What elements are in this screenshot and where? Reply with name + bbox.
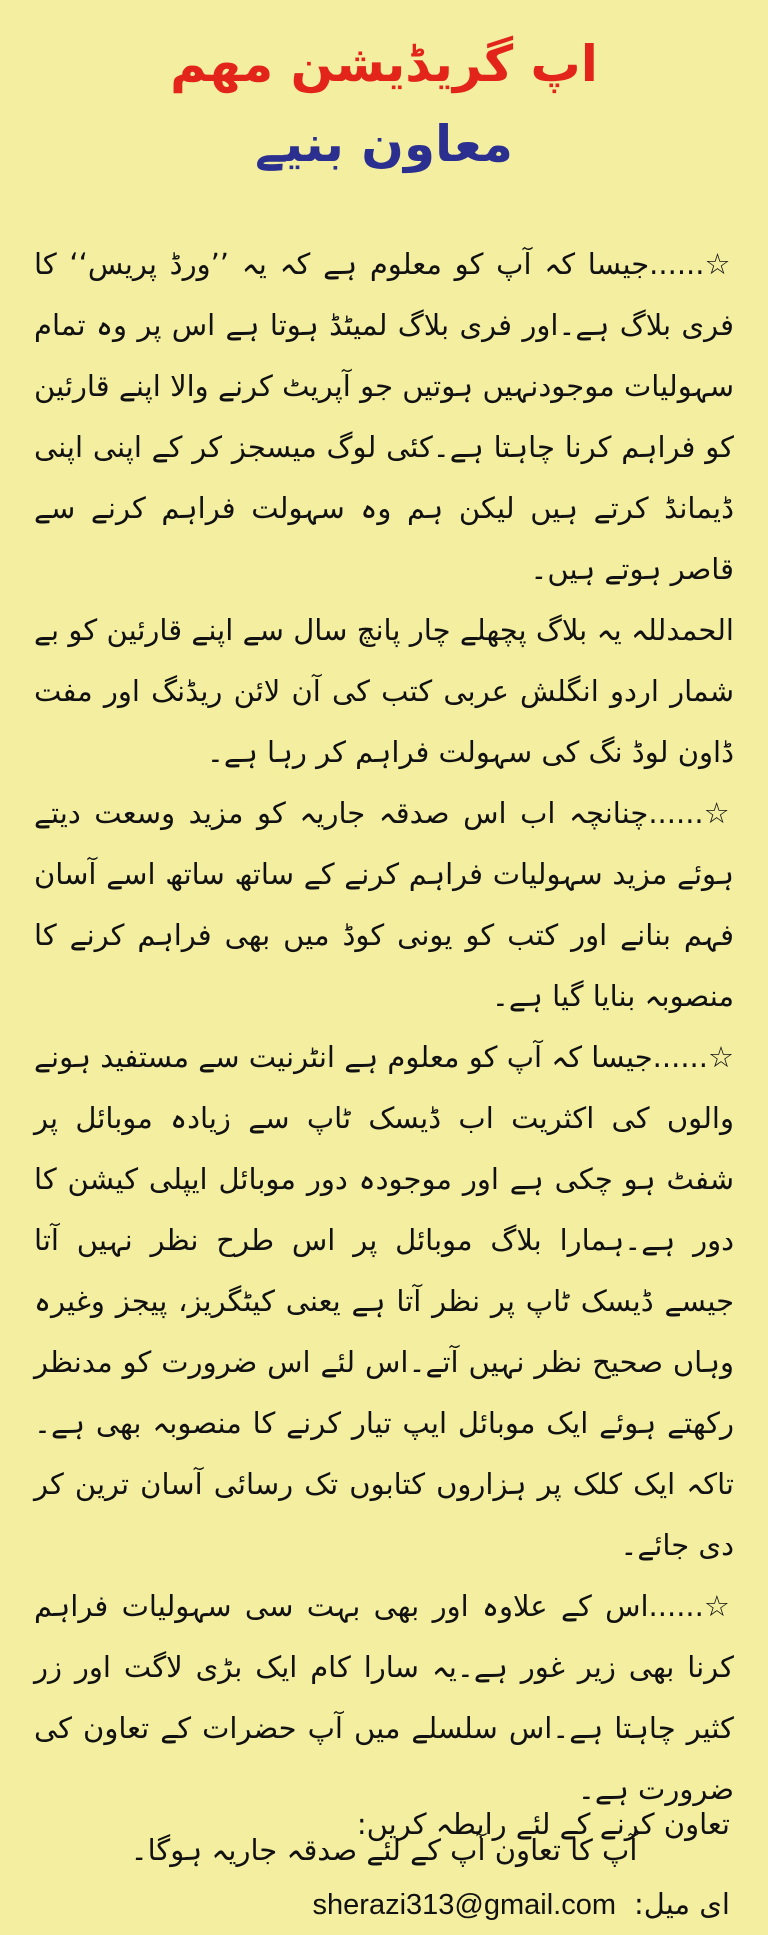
email-label: ای میل: bbox=[634, 1887, 730, 1921]
appeal-body bbox=[34, 234, 734, 1881]
paragraph-support-needed bbox=[34, 1576, 734, 1820]
email-row bbox=[34, 1875, 730, 1934]
paragraph-mobile-app bbox=[34, 1027, 734, 1576]
poster-title: اپ گریڈیشن مھم bbox=[170, 35, 598, 93]
paragraph-wordpress-limits bbox=[34, 234, 734, 600]
paragraph-text: الحمدللہ یہ بلاگ پچھلے چار پانچ سال سے اپنے قارئین کو بے شمار اردو انگلش عربی کتب کی آن لائن ریڈنگ اور مفت ڈاون لوڈ نگ کی سہولت فراہم کر رہا ہے۔ bbox=[34, 613, 734, 769]
star-icon: ☆ bbox=[708, 1040, 735, 1074]
star-icon: ☆ bbox=[703, 1589, 735, 1623]
paragraph-unicode-plan bbox=[34, 783, 734, 1027]
star-icon: ☆ bbox=[704, 247, 735, 281]
paragraph-text: ......جیسا کہ آپ کو معلوم ہے انٹرنیت سے مستفید ہونے والوں کی اکثریت اب ڈیسک ٹاپ سے زیادہ موبائل پر شفٹ ہو چکی ہے اور موجودہ دور موبائل ایپلی کیشن کا دور ہے۔ہمارا بلاگ موبائل پر اس طرح نظر نہیں آتا جیسے ڈیسک ٹاپ پر نظر آتا ہے یعنی کیٹگریز، پیجز وغیرہ وہاں صحیح نظر نہیں آتے۔اس لئے اس ضرورت کو مدنظر رکھتے ہوئے ایک موبائل ایپ تیار کرنے کا منصوبہ بھی ہے۔تاکہ ایک کلک پر ہزاروں کتابوں تک رسائی آسان ترین کر دی جائے۔ bbox=[34, 1040, 734, 1562]
paragraph-text: ......چنانچہ اب اس صدقہ جاریہ کو مزید وسعت دیتے ہوئے مزید سہولیات فراہم کرنے کے ساتھ ساتھ اسے آسان فہم بنانے اور کتب کو یونی کوڈ میں بھی فراہم کرنے کا منصوبہ بنایا گیا ہے۔ bbox=[34, 796, 734, 1013]
email-address[interactable]: sherazi313@gmail.com bbox=[312, 1889, 616, 1921]
paragraph-blog-history bbox=[34, 600, 734, 783]
star-icon: ☆ bbox=[703, 796, 734, 830]
contact-heading: تعاون کرنے کے لئے رابطہ کریں: bbox=[356, 1807, 730, 1841]
paragraph-text: ......جیسا کہ آپ کو معلوم ہے کہ یہ ’’ورڈ پریس‘‘ کا فری بلاگ ہے۔اور فری بلاگ لمیٹڈ ہوتا ہے اس پر وہ تمام سہولیات موجودنہیں ہوتیں جو آپریٹ کرنے والا اپنے قارئین کو فراہم کرنا چاہتا ہے۔کئی لوگ میسجز کر کے اپنی اپنی ڈیمانڈ کرتے ہیں لیکن ہم وہ سہولت فراہم کرنے سے قاصر ہوتے ہیں۔ bbox=[34, 247, 734, 586]
paragraph-text: ......اس کے علاوہ اور بھی بہت سی سہولیات فراہم کرنا بھی زیر غور ہے۔یہ سارا کام ایک بڑی لاگت اور زر کثیر چاہتا ہے۔اس سلسلے میں آپ حضرات کے تعاون کی ضرورت ہے۔ bbox=[34, 1589, 734, 1806]
closing-line: آپ کا تعاون آپ کے لئے صدقہ جاریہ ہوگا۔ bbox=[130, 1833, 638, 1867]
poster-subtitle: معاون بنیے bbox=[254, 115, 513, 173]
